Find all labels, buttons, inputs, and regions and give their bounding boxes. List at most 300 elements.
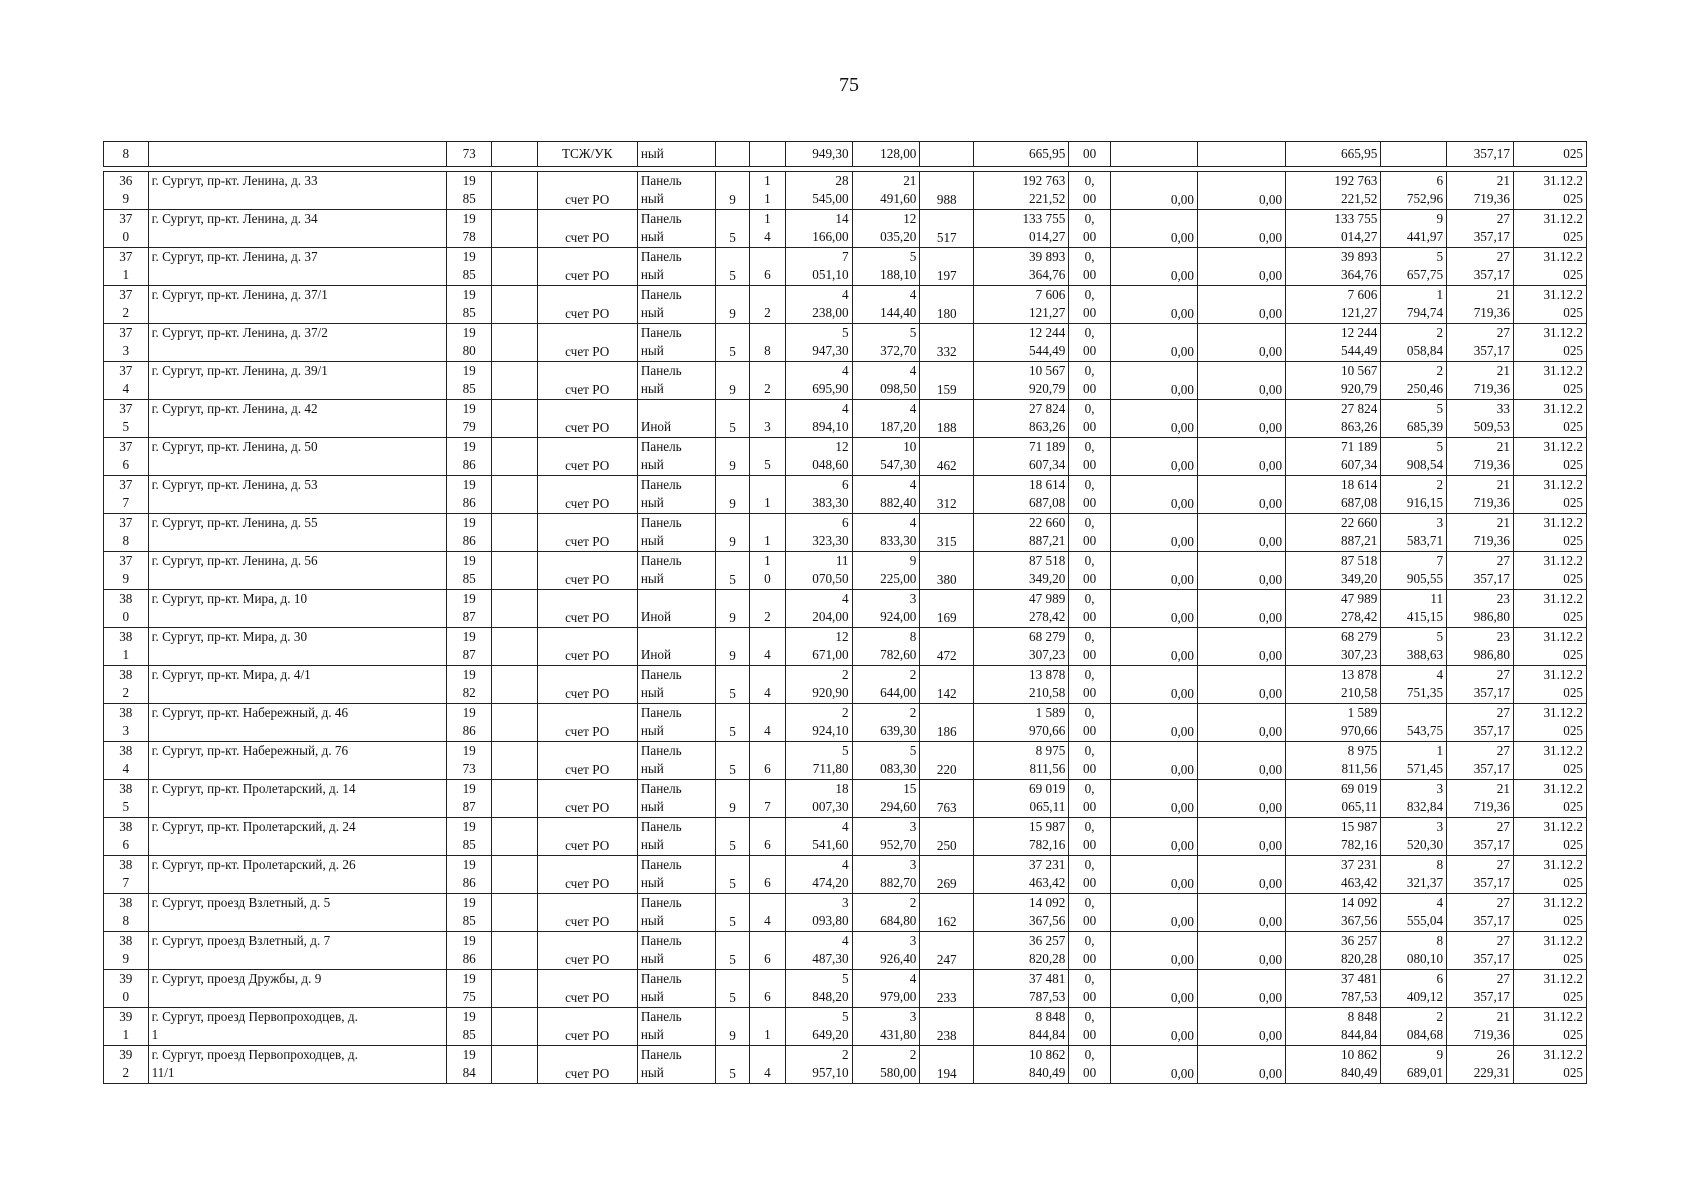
cell: [1286, 476, 1381, 514]
cell: 0,00: [1197, 362, 1285, 400]
cell: [1513, 1008, 1586, 1046]
cell: 9: [715, 780, 749, 818]
cell: [974, 666, 1069, 704]
cell-line: 6: [764, 267, 771, 282]
cell-line: ный: [640, 343, 664, 358]
cell-line: 920,79: [1341, 381, 1378, 396]
cell: 0,00: [1110, 248, 1197, 286]
cell: [447, 894, 492, 932]
cell-line: 607,34: [1029, 457, 1066, 472]
cell: [1513, 210, 1586, 248]
cell-line: [152, 760, 444, 778]
cell: 0,00: [1110, 514, 1197, 552]
cell: [1447, 172, 1514, 210]
cell-line: 39 893: [1341, 249, 1378, 264]
cell: [104, 1008, 149, 1046]
cell: 315: [920, 514, 974, 552]
cell-line: [753, 286, 781, 304]
cell-line: 383,30: [812, 495, 849, 510]
cell: [447, 514, 492, 552]
cell-line: 27: [1496, 971, 1510, 986]
cell-line: 916,15: [1406, 495, 1444, 510]
cell: [148, 894, 447, 932]
cell-line: 38: [119, 667, 133, 682]
cell-line: 025: [1563, 419, 1583, 434]
cell-line: 21: [1496, 515, 1510, 530]
cell-line: 474,20: [812, 875, 849, 890]
cell-line: 547,30: [880, 457, 917, 472]
cell-line: 31.12.2: [1543, 781, 1583, 796]
cell: [1286, 1046, 1381, 1084]
cell-line: 357,17: [1473, 267, 1510, 282]
cell-line: 26: [1496, 1047, 1510, 1062]
cell-line: 5: [841, 971, 849, 986]
cell-line: 85: [462, 913, 476, 928]
cell-line: 188,10: [880, 267, 917, 282]
cell-line: ный: [640, 875, 664, 890]
cell: [852, 286, 920, 324]
cell: 5: [715, 400, 749, 438]
cell: 0,00: [1197, 970, 1285, 1008]
cell-line: 0: [122, 609, 130, 624]
cell-line: 3: [122, 723, 130, 738]
cell-line: 27: [1496, 705, 1510, 720]
cell-line: 025: [1563, 381, 1583, 396]
cell-line: 31.12.2: [1543, 971, 1583, 986]
cell: [1381, 590, 1447, 628]
cell: [1381, 1008, 1447, 1046]
cell: [491, 780, 537, 818]
cell: [852, 742, 920, 780]
cell-line: 21: [1496, 173, 1510, 188]
cell: [1447, 248, 1514, 286]
cell-line: 887,21: [1341, 533, 1378, 548]
cell: 169: [920, 590, 974, 628]
cell-line: 38: [119, 933, 133, 948]
cell: [491, 1046, 537, 1084]
cell: [1447, 894, 1514, 932]
cell-line: [753, 438, 781, 456]
cell: 194: [920, 1046, 974, 1084]
cell: [785, 514, 852, 552]
cell-line: 025: [1563, 191, 1583, 206]
cell-line: 025: [1563, 989, 1583, 1004]
cell: [852, 552, 920, 590]
cell: [1381, 818, 1447, 856]
cell-line: 357,17: [1473, 875, 1510, 890]
cell: [148, 666, 447, 704]
cell-line: 6: [764, 875, 771, 890]
cell: [750, 590, 785, 628]
cell-line: 68 279: [1029, 629, 1066, 644]
cell-line: 357,17: [1473, 913, 1510, 928]
cell-line: 6: [841, 477, 849, 492]
cell-line: 820,28: [1029, 951, 1066, 966]
cell: [447, 590, 492, 628]
cell-line: 10 567: [1029, 363, 1066, 378]
cell: [637, 438, 715, 476]
cell-line: г. Сургут, пр-кт. Ленина, д. 33: [151, 173, 318, 188]
cell-line: 10 862: [1029, 1047, 1066, 1062]
cell: [1286, 666, 1381, 704]
cell-line: 2: [909, 667, 917, 682]
cell-line: 4: [909, 971, 917, 986]
cell-line: 811,56: [1341, 761, 1378, 776]
cell: [637, 590, 715, 628]
cell-line: 14 092: [1029, 895, 1066, 910]
cell-line: 719,36: [1473, 457, 1510, 472]
cell-line: 4: [909, 515, 917, 530]
cell-line: 1: [764, 533, 771, 548]
cell-line: 31.12.2: [1543, 249, 1583, 264]
cell-line: 487,30: [812, 951, 849, 966]
cell: [750, 780, 785, 818]
cell: [1069, 324, 1111, 362]
cell-line: 38: [119, 819, 133, 834]
cell-line: 37: [119, 363, 133, 378]
cell-line: Панель: [640, 933, 682, 948]
cell-line: 75: [462, 989, 476, 1004]
cell: счет РО: [537, 818, 637, 856]
cell: 9: [715, 438, 749, 476]
cell-line: [152, 912, 444, 930]
cell-line: ный: [640, 571, 664, 586]
cell-line: 0,: [1084, 1009, 1095, 1024]
cell-line: 19: [462, 971, 476, 986]
cell: 9: [715, 362, 749, 400]
cell: [104, 438, 149, 476]
cell: ТСЖ/УК: [537, 142, 637, 167]
cell-line: 4: [909, 287, 917, 302]
cell: 238: [920, 1008, 974, 1046]
cell-line: [152, 418, 444, 436]
cell: 186: [920, 704, 974, 742]
cell-line: г. Сургут, пр-кт. Пролетарский, д. 24: [151, 819, 356, 834]
cell: [750, 286, 785, 324]
cell: [104, 552, 149, 590]
cell: [447, 856, 492, 894]
cell-line: ный: [640, 381, 664, 396]
cell-line: г. Сургут, пр-кт. Ленина, д. 53: [151, 477, 318, 492]
cell-line: ный: [640, 799, 664, 814]
cell-line: 31.12.2: [1543, 211, 1583, 226]
cell-line: г. Сургут, пр-кт. Мира, д. 4/1: [151, 667, 311, 682]
cell-line: 31.12.2: [1543, 439, 1583, 454]
cell: [148, 172, 447, 210]
cell-line: 4: [841, 401, 849, 416]
cell-line: 811,56: [1029, 761, 1066, 776]
cell-line: 37 231: [1029, 857, 1066, 872]
cell-line: 986,80: [1473, 647, 1510, 662]
cell-line: [753, 666, 781, 684]
cell: [148, 476, 447, 514]
cell-line: 38: [119, 743, 133, 758]
cell-line: 065,11: [1029, 799, 1066, 814]
cell: [1513, 362, 1586, 400]
cell: [750, 438, 785, 476]
cell-line: 6: [764, 761, 771, 776]
cell: [1069, 438, 1111, 476]
cell-line: 39: [119, 1047, 133, 1062]
cell: [1513, 324, 1586, 362]
cell: [785, 286, 852, 324]
cell: [974, 780, 1069, 818]
cell-line: 5: [909, 325, 917, 340]
cell-line: 1: [122, 1027, 130, 1042]
cell-line: г. Сургут, пр-кт. Ленина, д. 50: [151, 439, 318, 454]
cell-line: 80: [462, 343, 476, 358]
cell-line: Панель: [640, 1009, 682, 1024]
cell-line: 4: [909, 401, 917, 416]
cell: 5: [715, 1046, 749, 1084]
cell-line: Панель: [640, 819, 682, 834]
cell: [1286, 248, 1381, 286]
cell-line: 1: [764, 495, 771, 510]
table-row: [104, 286, 1587, 324]
cell-line: 210,58: [1341, 685, 1378, 700]
cell-line: 10 862: [1341, 1047, 1378, 1062]
cell-line: 431,80: [880, 1027, 917, 1042]
cell: [785, 932, 852, 970]
cell: [637, 286, 715, 324]
cell: [750, 514, 785, 552]
cell: 0,00: [1110, 362, 1197, 400]
housing-register-table: [103, 141, 1587, 1084]
cell-line: 18 614: [1029, 477, 1066, 492]
cell-line: 27: [1496, 819, 1510, 834]
cell-line: 192 763: [1334, 173, 1378, 188]
cell: [447, 286, 492, 324]
cell-line: [753, 628, 781, 646]
cell-line: 349,20: [1029, 571, 1066, 586]
cell-line: 22 660: [1029, 515, 1066, 530]
cell-line: 11/1: [151, 1065, 175, 1080]
cell: [1513, 742, 1586, 780]
cell-line: 952,70: [880, 837, 917, 852]
cell-line: 025: [1563, 647, 1583, 662]
cell: [785, 856, 852, 894]
cell: [104, 400, 149, 438]
cell-line: 2: [841, 1047, 849, 1062]
cell: [491, 172, 537, 210]
cell: [1513, 856, 1586, 894]
cell-line: 025: [1563, 571, 1583, 586]
cell: [104, 856, 149, 894]
cell-line: 28: [835, 173, 849, 188]
cell: 0,00: [1197, 932, 1285, 970]
cell: 0,00: [1110, 932, 1197, 970]
cell-line: 1 589: [1347, 705, 1378, 720]
cell: [1381, 932, 1447, 970]
cell-line: [152, 608, 444, 626]
cell: [637, 742, 715, 780]
cell-line: 4: [841, 591, 849, 606]
cell: [750, 210, 785, 248]
cell: [148, 438, 447, 476]
cell: 0,00: [1110, 742, 1197, 780]
cell-line: 6: [841, 515, 849, 530]
cell-line: 8: [764, 343, 771, 358]
cell-line: 87: [462, 609, 476, 624]
cell: [785, 818, 852, 856]
cell: [852, 324, 920, 362]
cell-line: Панель: [640, 971, 682, 986]
cell-line: 0,: [1084, 629, 1095, 644]
cell-line: 3: [909, 1009, 917, 1024]
cell-line: 8: [909, 629, 917, 644]
cell: [852, 1008, 920, 1046]
cell: [1286, 856, 1381, 894]
table-row: [104, 704, 1587, 742]
cell: [852, 400, 920, 438]
cell: [1447, 970, 1514, 1008]
cell-line: 00: [1082, 533, 1097, 548]
cell: счет РО: [537, 590, 637, 628]
cell: [491, 210, 537, 248]
cell: [148, 932, 447, 970]
cell-line: 025: [1563, 609, 1583, 624]
cell-line: 357,17: [1473, 761, 1510, 776]
cell-line: Панель: [640, 781, 682, 796]
cell: [1286, 514, 1381, 552]
cell: [1513, 666, 1586, 704]
cell-line: 5: [841, 325, 849, 340]
cell-line: г. Сургут, пр-кт. Ленина, д. 37/2: [151, 325, 328, 340]
cell-line: 719,36: [1473, 381, 1510, 396]
cell: [852, 438, 920, 476]
cell: 9: [715, 628, 749, 666]
cell: счет РО: [537, 400, 637, 438]
cell: [1069, 1008, 1111, 1046]
cell-line: 782,60: [880, 647, 917, 662]
cell: [104, 780, 149, 818]
cell-line: ный: [640, 267, 664, 282]
cell: [1447, 438, 1514, 476]
cell: [447, 210, 492, 248]
cell-line: 00: [1082, 229, 1097, 244]
cell-line: 19: [462, 743, 476, 758]
cell: 0,00: [1110, 590, 1197, 628]
cell-line: [753, 818, 781, 836]
cell: счет РО: [537, 1008, 637, 1046]
cell-line: 19: [462, 363, 476, 378]
cell: [1381, 248, 1447, 286]
cell: [785, 1046, 852, 1084]
cell: [1381, 362, 1447, 400]
cell: счет РО: [537, 932, 637, 970]
cell-line: 4: [841, 857, 849, 872]
cell: 250: [920, 818, 974, 856]
cell-line: 38: [119, 629, 133, 644]
cell-line: ный: [640, 913, 664, 928]
cell-line: 68 279: [1341, 629, 1378, 644]
cell: [104, 970, 149, 1008]
cell-line: 832,84: [1406, 799, 1444, 814]
cell: 269: [920, 856, 974, 894]
cell: [852, 172, 920, 210]
cell-line: 187,20: [880, 419, 917, 434]
cell-line: 38: [119, 705, 133, 720]
table-row: [104, 514, 1587, 552]
cell-line: 924,00: [880, 609, 917, 624]
cell-line: 82: [462, 685, 476, 700]
cell-line: 19: [462, 401, 476, 416]
cell-line: [152, 646, 444, 664]
cell-line: 372,70: [880, 343, 917, 358]
cell-line: 689,01: [1406, 1065, 1444, 1080]
cell-line: г. Сургут, пр-кт. Ленина, д. 34: [151, 211, 318, 226]
cell-line: 31.12.2: [1543, 1009, 1583, 1024]
cell: [491, 818, 537, 856]
cell-line: 986,80: [1473, 609, 1510, 624]
cell: 0,00: [1197, 628, 1285, 666]
cell: [491, 476, 537, 514]
table-row: [104, 552, 1587, 590]
cell: 025: [1513, 142, 1586, 167]
cell-line: 37: [119, 439, 133, 454]
cell-line: 19: [462, 173, 476, 188]
cell: [750, 552, 785, 590]
cell: 5: [715, 704, 749, 742]
cell-line: 79: [462, 419, 476, 434]
cell-line: 2: [122, 685, 130, 700]
cell: 9: [715, 476, 749, 514]
cell-line: 14: [835, 211, 849, 226]
cell-line: [152, 950, 444, 968]
cell-line: 19: [462, 1047, 476, 1062]
cell: [852, 856, 920, 894]
cell-line: 9: [122, 191, 130, 206]
cell-line: 0,: [1084, 591, 1095, 606]
table-row: [104, 172, 1587, 210]
cell-line: 0,: [1084, 439, 1095, 454]
cell-line: г. Сургут, проезд Взлетный, д. 7: [151, 933, 331, 948]
cell: 5: [715, 248, 749, 286]
cell: [1381, 172, 1447, 210]
cell-line: 21: [903, 173, 917, 188]
cell: [637, 552, 715, 590]
cell: 5: [715, 894, 749, 932]
cell: [1381, 666, 1447, 704]
table-row: [104, 324, 1587, 362]
cell: [1447, 400, 1514, 438]
cell: [974, 1046, 1069, 1084]
cell-line: 321,37: [1406, 875, 1444, 890]
cell: счет РО: [537, 666, 637, 704]
cell-line: 38: [119, 591, 133, 606]
cell: [1286, 932, 1381, 970]
cell-line: 15 987: [1029, 819, 1066, 834]
cell: 0,00: [1110, 476, 1197, 514]
cell-line: г. Сургут, проезд Первопроходцев, д.: [151, 1009, 358, 1024]
cell-line: 979,00: [880, 989, 917, 1004]
cell-line: 00: [1082, 647, 1097, 662]
cell-line: [152, 342, 444, 360]
cell-line: г. Сургут, пр-кт. Ленина, д. 39/1: [151, 363, 328, 378]
cell: 9: [715, 172, 749, 210]
cell-line: [753, 476, 781, 494]
cell: [1513, 970, 1586, 1008]
cell: [1069, 704, 1111, 742]
cell: [974, 362, 1069, 400]
cell: [1447, 552, 1514, 590]
cell-line: 37 481: [1341, 971, 1378, 986]
cell: [491, 438, 537, 476]
cell-line: 278,42: [1341, 609, 1378, 624]
cell-line: 5: [122, 799, 130, 814]
cell: [447, 932, 492, 970]
cell-line: 0,: [1084, 325, 1095, 340]
